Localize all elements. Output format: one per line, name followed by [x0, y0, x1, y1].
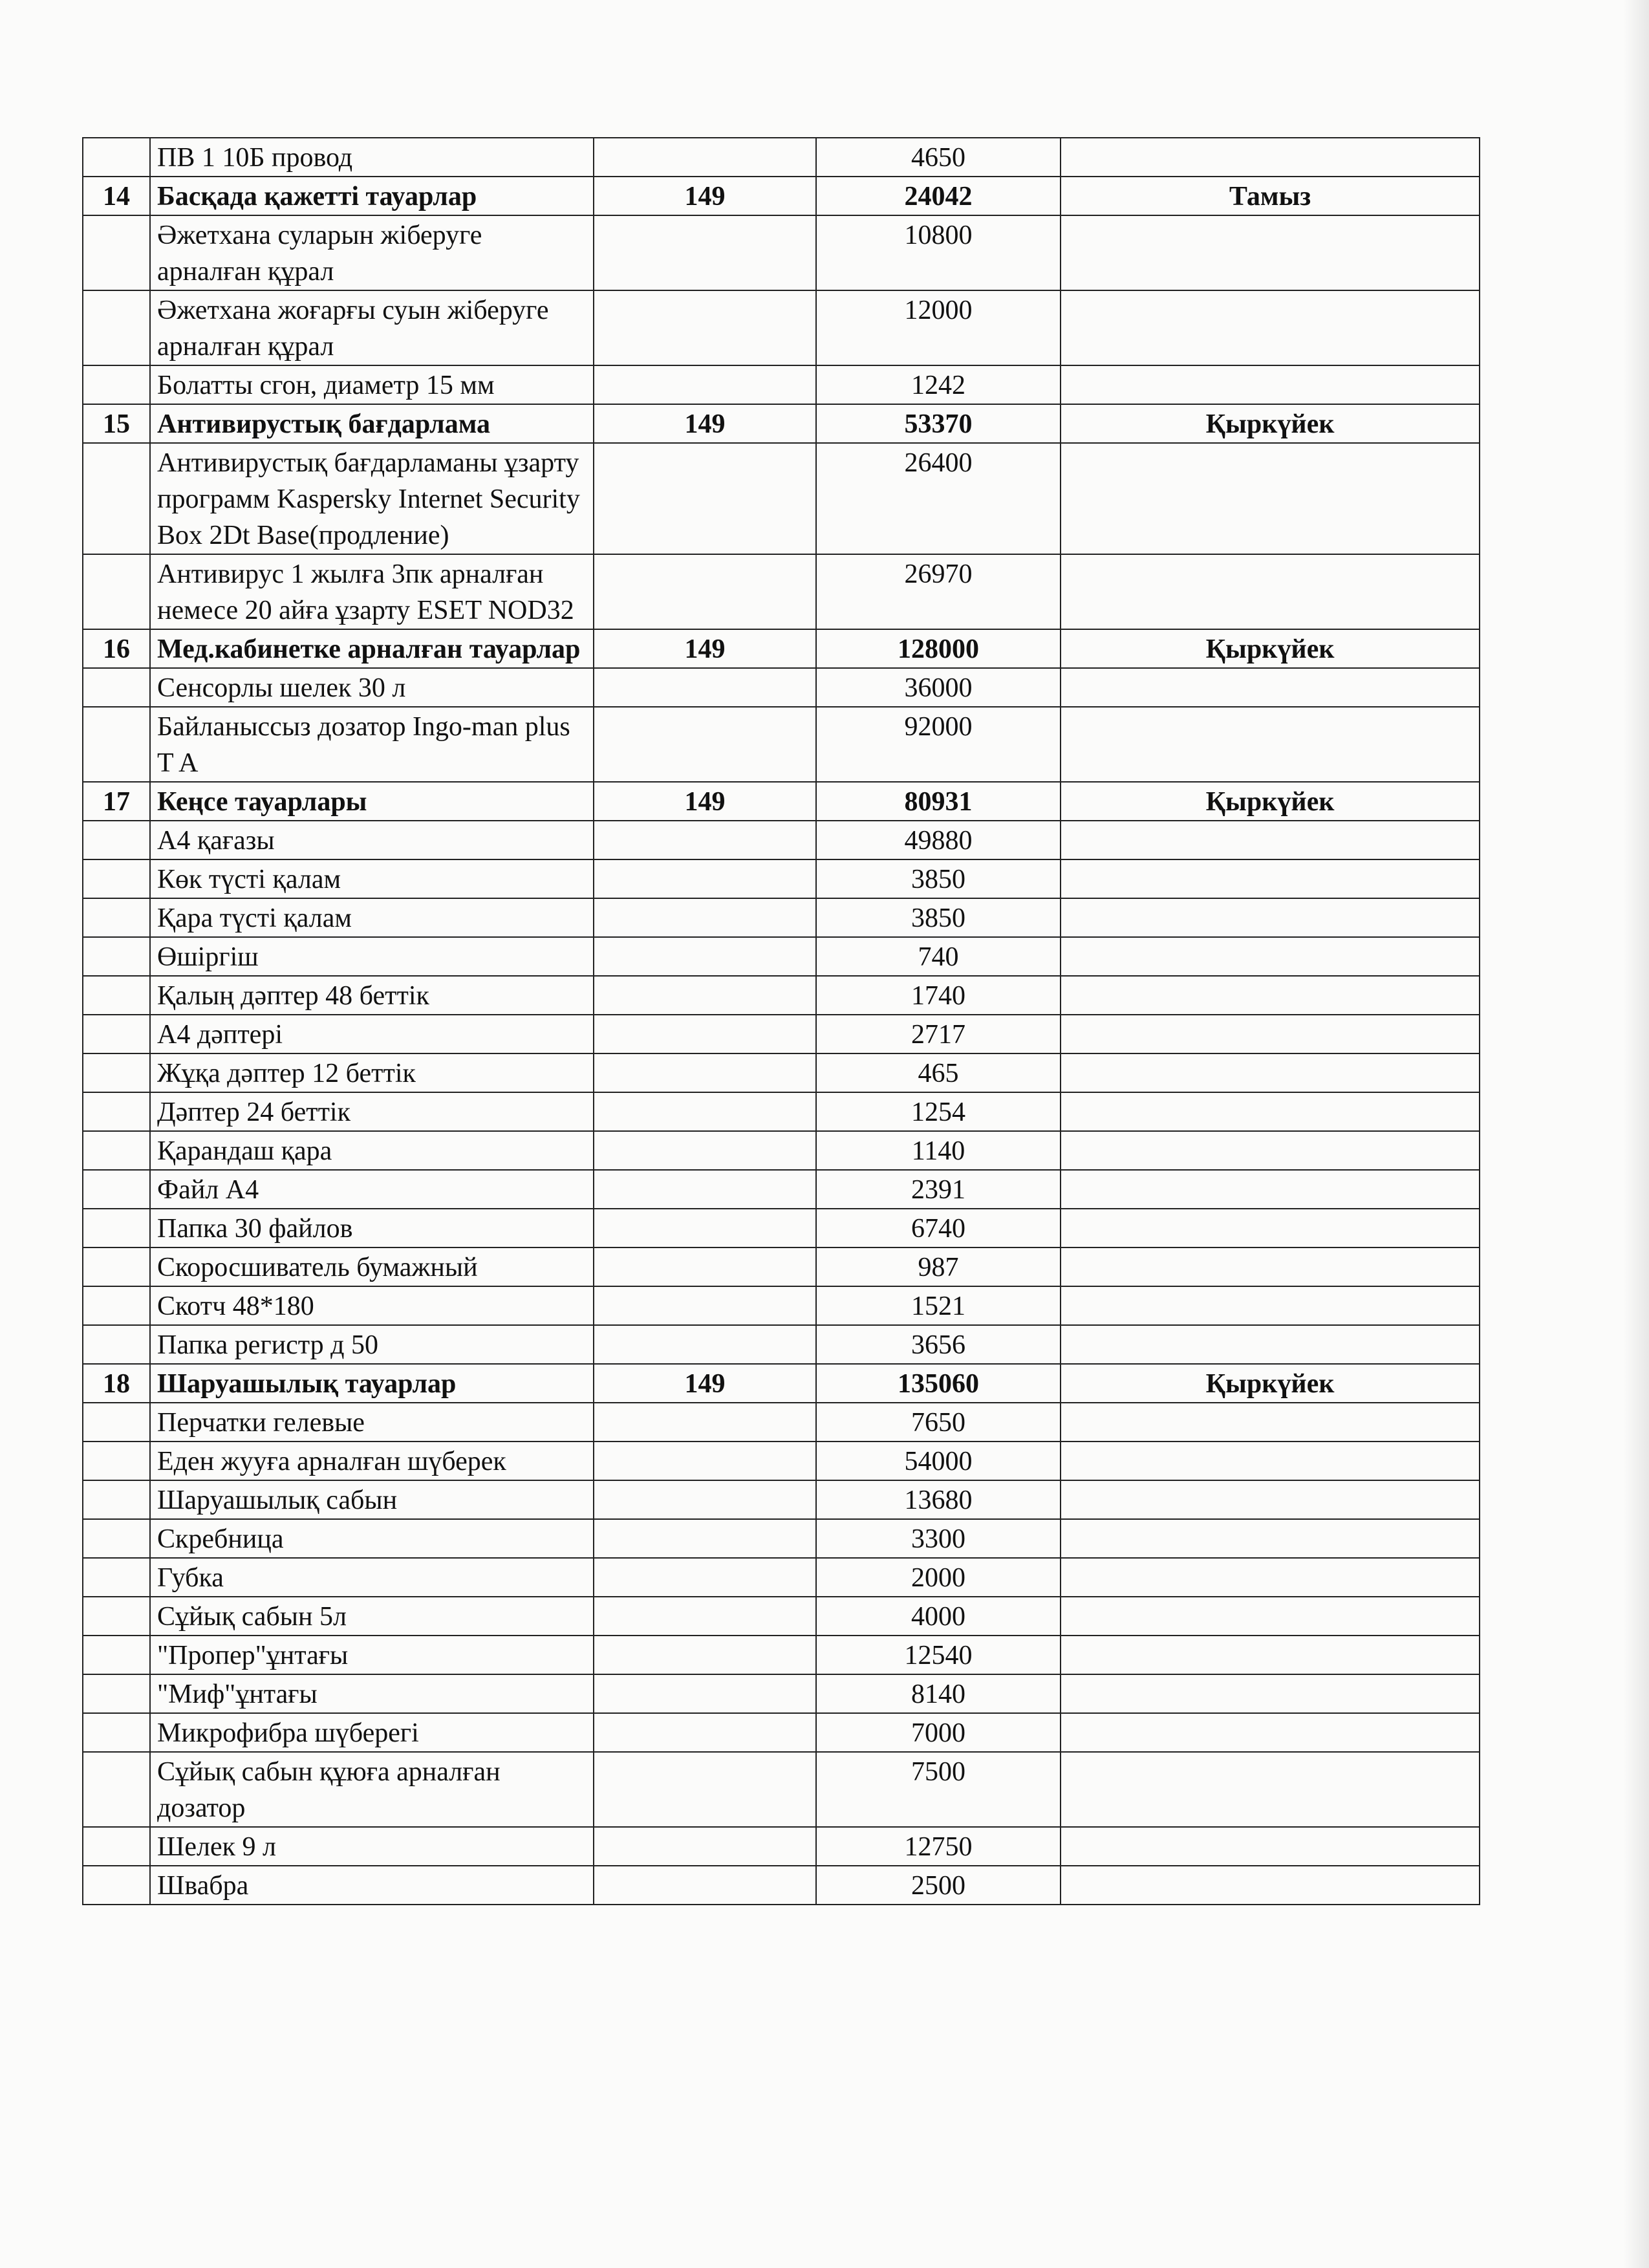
- item-row: [83, 138, 1480, 177]
- row-number-cell: [83, 1558, 150, 1597]
- item-name-cell: Файл А4: [150, 1170, 594, 1209]
- item-row: [83, 859, 1480, 898]
- amount-cell: 1254: [816, 1092, 1061, 1131]
- month-cell: [1061, 937, 1480, 976]
- month-cell: [1061, 1325, 1480, 1364]
- program-code-cell: 149: [594, 177, 816, 215]
- amount-cell: 2000: [816, 1558, 1061, 1597]
- amount-cell: 1740: [816, 976, 1061, 1015]
- amount-cell: 2391: [816, 1170, 1061, 1209]
- program-code-cell: 149: [594, 404, 816, 443]
- item-row: [83, 1519, 1480, 1558]
- item-row: [83, 1170, 1480, 1209]
- row-number-cell: [83, 1092, 150, 1131]
- program-code-cell: [594, 1597, 816, 1636]
- amount-cell: 8140: [816, 1674, 1061, 1713]
- program-code-cell: [594, 365, 816, 404]
- month-cell: Қыркүйек: [1061, 629, 1480, 668]
- item-name-cell: Қара түсті қалам: [150, 898, 594, 937]
- item-row: [83, 1752, 1480, 1827]
- month-cell: Қыркүйек: [1061, 404, 1480, 443]
- month-cell: Қыркүйек: [1061, 1364, 1480, 1403]
- program-code-cell: [594, 707, 816, 782]
- row-number-cell: [83, 976, 150, 1015]
- month-cell: [1061, 1442, 1480, 1480]
- program-code-cell: 149: [594, 1364, 816, 1403]
- month-cell: [1061, 859, 1480, 898]
- program-code-cell: [594, 1053, 816, 1092]
- month-cell: [1061, 1713, 1480, 1752]
- row-number-cell: [83, 859, 150, 898]
- program-code-cell: [594, 1827, 816, 1866]
- program-code-cell: [594, 443, 816, 554]
- category-row: [83, 1364, 1480, 1403]
- item-row: [83, 1015, 1480, 1053]
- amount-cell: 2717: [816, 1015, 1061, 1053]
- category-row: [83, 404, 1480, 443]
- month-cell: [1061, 1053, 1480, 1092]
- month-cell: [1061, 1015, 1480, 1053]
- amount-cell: 6740: [816, 1209, 1061, 1247]
- month-cell: [1061, 1674, 1480, 1713]
- amount-cell: 740: [816, 937, 1061, 976]
- amount-cell: 10800: [816, 215, 1061, 290]
- program-code-cell: [594, 215, 816, 290]
- amount-cell: 465: [816, 1053, 1061, 1092]
- item-name-cell: Қарандаш қара: [150, 1131, 594, 1170]
- program-code-cell: [594, 1442, 816, 1480]
- amount-cell: 7500: [816, 1752, 1061, 1827]
- category-row: [83, 629, 1480, 668]
- month-cell: [1061, 290, 1480, 365]
- item-row: [83, 1827, 1480, 1866]
- item-name-cell: "Пропер"ұнтағы: [150, 1636, 594, 1674]
- amount-cell: 12000: [816, 290, 1061, 365]
- item-row: [83, 443, 1480, 554]
- program-code-cell: [594, 1403, 816, 1442]
- item-row: [83, 1442, 1480, 1480]
- row-number-cell: [83, 365, 150, 404]
- item-name-cell: Швабра: [150, 1866, 594, 1905]
- program-code-cell: [594, 1558, 816, 1597]
- amount-cell: 1140: [816, 1131, 1061, 1170]
- month-cell: [1061, 443, 1480, 554]
- item-name-cell: Көк түсті қалам: [150, 859, 594, 898]
- row-number-cell: [83, 1636, 150, 1674]
- item-name-cell: Сұйық сабын 5л: [150, 1597, 594, 1636]
- item-row: [83, 1866, 1480, 1905]
- item-name-cell: Антивирустық бағдарламаны ұзарту программ Kaspersky Internet Security Box 2Dt Base(продление): [150, 443, 594, 554]
- month-cell: [1061, 1170, 1480, 1209]
- month-cell: [1061, 1597, 1480, 1636]
- row-number-cell: [83, 1713, 150, 1752]
- month-cell: Қыркүйек: [1061, 782, 1480, 821]
- item-row: [83, 1092, 1480, 1131]
- amount-cell: 3656: [816, 1325, 1061, 1364]
- item-name-cell: "Миф"ұнтағы: [150, 1674, 594, 1713]
- item-row: [83, 1636, 1480, 1674]
- item-name-cell: ПВ 1 10Б провод: [150, 138, 594, 177]
- row-number-cell: [83, 1286, 150, 1325]
- program-code-cell: [594, 821, 816, 859]
- item-name-cell: Басқада қажетті тауарлар: [150, 177, 594, 215]
- item-name-cell: Дәптер 24 беттік: [150, 1092, 594, 1131]
- amount-cell: 4000: [816, 1597, 1061, 1636]
- amount-cell: 24042: [816, 177, 1061, 215]
- row-number-cell: [83, 1442, 150, 1480]
- item-name-cell: Қалың дәптер 48 беттік: [150, 976, 594, 1015]
- amount-cell: 4650: [816, 138, 1061, 177]
- program-code-cell: [594, 976, 816, 1015]
- month-cell: [1061, 1403, 1480, 1442]
- amount-cell: 80931: [816, 782, 1061, 821]
- program-code-cell: [594, 859, 816, 898]
- amount-cell: 26970: [816, 554, 1061, 629]
- item-name-cell: Еден жууға арналған шүберек: [150, 1442, 594, 1480]
- program-code-cell: [594, 1752, 816, 1827]
- month-cell: [1061, 1286, 1480, 1325]
- row-number-cell: [83, 554, 150, 629]
- program-code-cell: [594, 1636, 816, 1674]
- program-code-cell: [594, 1866, 816, 1905]
- item-row: [83, 215, 1480, 290]
- amount-cell: 49880: [816, 821, 1061, 859]
- month-cell: [1061, 1209, 1480, 1247]
- row-number-cell: [83, 1519, 150, 1558]
- item-name-cell: Перчатки гелевые: [150, 1403, 594, 1442]
- row-number-cell: [83, 1597, 150, 1636]
- month-cell: [1061, 976, 1480, 1015]
- item-name-cell: Әжетхана жоғарғы суын жіберуге арналған құрал: [150, 290, 594, 365]
- row-number-cell: [83, 1674, 150, 1713]
- item-row: [83, 290, 1480, 365]
- row-number-cell: [83, 1480, 150, 1519]
- program-code-cell: [594, 1209, 816, 1247]
- item-name-cell: Әжетхана суларын жіберуге арналған құрал: [150, 215, 594, 290]
- item-row: [83, 937, 1480, 976]
- item-name-cell: Байланыссыз дозатор Ingo-man plus T A: [150, 707, 594, 782]
- item-name-cell: Антивирус 1 жылға 3пк арналған немесе 20 айға ұзарту ESET NOD32: [150, 554, 594, 629]
- amount-cell: 26400: [816, 443, 1061, 554]
- item-name-cell: Мед.кабинетке арналған тауарлар: [150, 629, 594, 668]
- item-name-cell: Шелек 9 л: [150, 1827, 594, 1866]
- program-code-cell: [594, 1519, 816, 1558]
- item-row: [83, 1558, 1480, 1597]
- month-cell: [1061, 1827, 1480, 1866]
- amount-cell: 3850: [816, 859, 1061, 898]
- amount-cell: 7000: [816, 1713, 1061, 1752]
- program-code-cell: [594, 1170, 816, 1209]
- item-name-cell: Сұйық сабын құюға арналған дозатор: [150, 1752, 594, 1827]
- program-code-cell: [594, 668, 816, 707]
- item-name-cell: А4 дәптері: [150, 1015, 594, 1053]
- item-row: [83, 821, 1480, 859]
- item-row: [83, 898, 1480, 937]
- row-number-cell: [83, 1247, 150, 1286]
- amount-cell: 128000: [816, 629, 1061, 668]
- item-row: [83, 1053, 1480, 1092]
- amount-cell: 1242: [816, 365, 1061, 404]
- month-cell: [1061, 821, 1480, 859]
- row-number-cell: 18: [83, 1364, 150, 1403]
- procurement-table-body: [83, 138, 1480, 1905]
- item-name-cell: Шаруашылық сабын: [150, 1480, 594, 1519]
- item-row: [83, 1247, 1480, 1286]
- row-number-cell: [83, 898, 150, 937]
- row-number-cell: [83, 1015, 150, 1053]
- program-code-cell: [594, 138, 816, 177]
- item-row: [83, 1713, 1480, 1752]
- row-number-cell: 14: [83, 177, 150, 215]
- item-row: [83, 1403, 1480, 1442]
- row-number-cell: [83, 1053, 150, 1092]
- item-name-cell: Жұқа дәптер 12 беттік: [150, 1053, 594, 1092]
- month-cell: [1061, 1558, 1480, 1597]
- program-code-cell: [594, 1015, 816, 1053]
- row-number-cell: [83, 937, 150, 976]
- procurement-table: [82, 137, 1480, 1905]
- month-cell: Тамыз: [1061, 177, 1480, 215]
- month-cell: [1061, 138, 1480, 177]
- amount-cell: 7650: [816, 1403, 1061, 1442]
- item-name-cell: Сенсорлы шелек 30 л: [150, 668, 594, 707]
- item-row: [83, 1286, 1480, 1325]
- program-code-cell: [594, 1480, 816, 1519]
- item-row: [83, 1674, 1480, 1713]
- program-code-cell: [594, 1286, 816, 1325]
- item-name-cell: Антивирустық бағдарлама: [150, 404, 594, 443]
- row-number-cell: [83, 1131, 150, 1170]
- amount-cell: 13680: [816, 1480, 1061, 1519]
- month-cell: [1061, 554, 1480, 629]
- item-row: [83, 707, 1480, 782]
- month-cell: [1061, 1247, 1480, 1286]
- row-number-cell: [83, 1752, 150, 1827]
- item-row: [83, 1131, 1480, 1170]
- item-name-cell: А4 қағазы: [150, 821, 594, 859]
- amount-cell: 135060: [816, 1364, 1061, 1403]
- amount-cell: 1521: [816, 1286, 1061, 1325]
- program-code-cell: [594, 1131, 816, 1170]
- month-cell: [1061, 1866, 1480, 1905]
- item-name-cell: Скоросшиватель бумажный: [150, 1247, 594, 1286]
- month-cell: [1061, 1752, 1480, 1827]
- month-cell: [1061, 707, 1480, 782]
- row-number-cell: [83, 668, 150, 707]
- row-number-cell: [83, 215, 150, 290]
- row-number-cell: [83, 707, 150, 782]
- row-number-cell: 16: [83, 629, 150, 668]
- amount-cell: 92000: [816, 707, 1061, 782]
- item-row: [83, 1597, 1480, 1636]
- amount-cell: 2500: [816, 1866, 1061, 1905]
- category-row: [83, 782, 1480, 821]
- month-cell: [1061, 215, 1480, 290]
- row-number-cell: [83, 443, 150, 554]
- program-code-cell: 149: [594, 629, 816, 668]
- amount-cell: 12750: [816, 1827, 1061, 1866]
- amount-cell: 987: [816, 1247, 1061, 1286]
- row-number-cell: [83, 1325, 150, 1364]
- month-cell: [1061, 365, 1480, 404]
- amount-cell: 3300: [816, 1519, 1061, 1558]
- row-number-cell: [83, 1170, 150, 1209]
- item-row: [83, 1480, 1480, 1519]
- row-number-cell: 15: [83, 404, 150, 443]
- row-number-cell: [83, 290, 150, 365]
- month-cell: [1061, 898, 1480, 937]
- item-name-cell: Папка 30 файлов: [150, 1209, 594, 1247]
- program-code-cell: [594, 937, 816, 976]
- item-name-cell: Өшіргіш: [150, 937, 594, 976]
- month-cell: [1061, 1519, 1480, 1558]
- month-cell: [1061, 1480, 1480, 1519]
- item-name-cell: Папка регистр д 50: [150, 1325, 594, 1364]
- program-code-cell: [594, 1247, 816, 1286]
- month-cell: [1061, 1131, 1480, 1170]
- item-name-cell: Шаруашылық тауарлар: [150, 1364, 594, 1403]
- row-number-cell: [83, 821, 150, 859]
- item-name-cell: Болатты сгон, диаметр 15 мм: [150, 365, 594, 404]
- item-name-cell: Кеңсе тауарлары: [150, 782, 594, 821]
- month-cell: [1061, 668, 1480, 707]
- amount-cell: 3850: [816, 898, 1061, 937]
- row-number-cell: [83, 1866, 150, 1905]
- item-row: [83, 976, 1480, 1015]
- program-code-cell: [594, 1713, 816, 1752]
- program-code-cell: [594, 1092, 816, 1131]
- row-number-cell: 17: [83, 782, 150, 821]
- item-row: [83, 1325, 1480, 1364]
- row-number-cell: [83, 138, 150, 177]
- item-name-cell: Скребница: [150, 1519, 594, 1558]
- item-name-cell: Микрофибра шүберегі: [150, 1713, 594, 1752]
- amount-cell: 53370: [816, 404, 1061, 443]
- program-code-cell: [594, 898, 816, 937]
- program-code-cell: [594, 290, 816, 365]
- item-name-cell: Губка: [150, 1558, 594, 1597]
- row-number-cell: [83, 1827, 150, 1866]
- amount-cell: 36000: [816, 668, 1061, 707]
- program-code-cell: [594, 554, 816, 629]
- program-code-cell: [594, 1674, 816, 1713]
- month-cell: [1061, 1092, 1480, 1131]
- item-row: [83, 365, 1480, 404]
- scan-edge-shadow: [1623, 0, 1649, 2268]
- amount-cell: 54000: [816, 1442, 1061, 1480]
- row-number-cell: [83, 1403, 150, 1442]
- item-row: [83, 554, 1480, 629]
- program-code-cell: [594, 1325, 816, 1364]
- item-row: [83, 1209, 1480, 1247]
- row-number-cell: [83, 1209, 150, 1247]
- item-name-cell: Скотч 48*180: [150, 1286, 594, 1325]
- month-cell: [1061, 1636, 1480, 1674]
- program-code-cell: 149: [594, 782, 816, 821]
- category-row: [83, 177, 1480, 215]
- amount-cell: 12540: [816, 1636, 1061, 1674]
- item-row: [83, 668, 1480, 707]
